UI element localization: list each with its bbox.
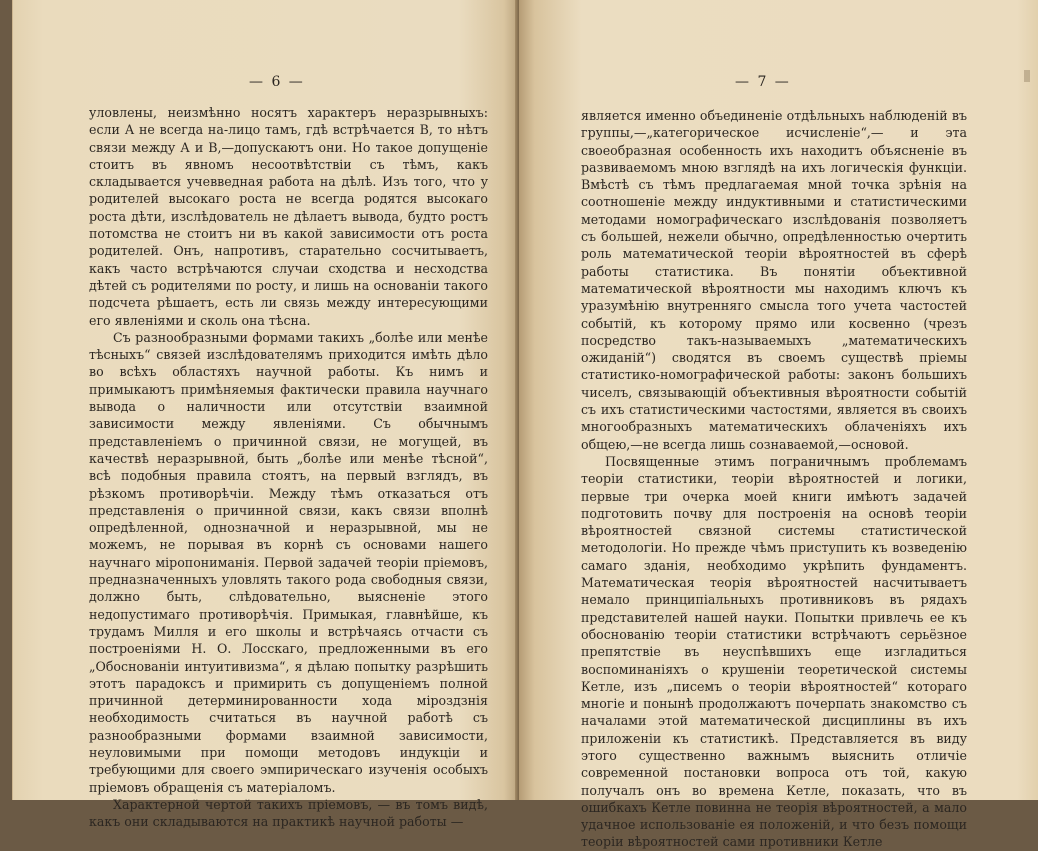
right-page <box>519 0 1038 850</box>
left-page <box>12 0 519 830</box>
page-number-right: — 7 — <box>735 74 791 90</box>
page-edge-mark <box>1024 70 1030 82</box>
paragraph: Посвященные этимъ пограничнымъ проблемамъ теоріи статистики, теоріи вѣроятностей и логики, первые три очерка моей книги имѣютъ задачей подготовить почву для построенія на основѣ теоріи вѣроятностей связной системы статистической методологіи. Но прежде чѣмъ приступить къ возведенію самаго зданія, необходимо укрѣпить фундаментъ. Математическая теорія вѣроятностей насчитываетъ немало принципіальныхъ противниковъ въ рядахъ представителей нашей науки. Попытки привлечь ее къ обоснованію теоріи статистики встрѣчаютъ серьёзное препятствіе въ неуспѣвшихъ еще изгладиться воспоминаніяхъ о крушеніи теоретической системы Кетле, изъ „писемъ о теоріи вѣроятностей“ котораго многіе и понынѣ продолжаютъ почерпать знакомство съ началами этой математической дисциплины въ ихъ приложеніи къ статистикѣ. Представляется въ виду этого существенно важнымъ выяснить отличіе современной постановки вопроса отъ той, какую получалъ онъ во времена Кетле, показать, что въ ошибкахъ Кетле повинна не теорія вѣроятностей, а мало удачное использованіе ея положеній, и что безъ помощи теоріи вѣроятностей сами противники Кетле <box>581 453 967 850</box>
left-page-text <box>89 104 488 830</box>
paragraph: Характерной чертой такихъ пріемовъ, — въ томъ видѣ, какъ они складываются на практикѣ научной работы — <box>89 796 488 830</box>
paragraph: Съ разнообразными формами такихъ „болѣе или менѣе тѣсныхъ“ связей изслѣдователямъ приходится имѣть дѣло во всѣхъ областяхъ научной работы. Къ нимъ и примыкаютъ примѣняемыя фактически правила научнаго вывода о наличности или отсутствіи взаимной зависимости между явленіями. Съ обычнымъ представленіемъ о причинной связи, не могущей, въ качествѣ неразрывной, быть „болѣе или менѣе тѣсной“, всѣ подобныя правила стоятъ, на первый взглядъ, въ рѣзкомъ противорѣчіи. Между тѣмъ отказаться отъ представленія о причинной связи, какъ связи вполнѣ опредѣленной, однозначной и неразрывной, мы не можемъ, не порывая въ корнѣ съ основами нашего научнаго міропониманія. Первой задачей теоріи пріемовъ, предназначенныхъ уловлять такого рода свободныя связи, должно быть, слѣдовательно, выясненіе этого недопустимаго противорѣчія. Примыкая, главнѣйше, къ трудамъ Милля и его школы и встрѣчаясь отчасти съ построеніями Н. О. Лосскаго, предложенными въ его „Обоснованіи интуитивизма“, я дѣлаю попытку разрѣшить этотъ парадоксъ и примирить съ допущеніемъ полной причинной детерминированности хода міроздзнія необходимость считаться въ научной работѣ съ разнообразными формами взаимной зависимости, неуловимыми при помощи методовъ индукціи и требующими для своего эмпирическаго изученія особыхъ пріемовъ обращенія съ матеріаломъ. <box>89 329 488 795</box>
right-page-text <box>581 107 967 851</box>
page-number-left: — 6 — <box>249 74 305 90</box>
paragraph: уловлены, неизмѣнно носятъ характеръ неразрывныхъ: если А не всегда на-лицо тамъ, гдѣ встрѣчается В, то нѣтъ связи между А и В,—допускаютъ они. Но такое допущеніе стоитъ въ явномъ несоотвѣтствіи съ тѣмъ, какъ складывается учевведная работа на дѣлѣ. Изъ того, что у родителей высокаго роста не всегда родятся высокаго роста дѣти, изслѣдователь не дѣлаетъ вывода, будто ростъ потомства не стоитъ ни въ какой зависимости отъ роста родителей. Онъ, напротивъ, старательно сосчитываетъ, какъ часто встрѣчаются случаи сходства и несходства дѣтей съ родителями по росту, и лишь на основаніи такого подсчета рѣшаетъ, есть ли связь между интересующими его явленіями и сколь она тѣсна. <box>89 105 488 328</box>
paragraph: является именно объединеніе отдѣльныхъ наблюденій въ группы,—„категорическое исчисленіе“,— и эта своеобразная особенность ихъ находитъ объясненіе въ развиваемомъ мною взглядѣ на ихъ логическія функціи. Вмѣстѣ съ тѣмъ предлагаемая мной точка зрѣнія на соотношеніе между индуктивными и статистическими методами номографическаго изслѣдованія позволяетъ съ большей, нежели обычно, опредѣленностью очертить роль математической теоріи вѣроятностей въ сферѣ работы статистика. Въ понятіи объективной математической вѣроятности мы находимъ ключъ къ уразумѣнію внутренняго смысла того учета частостей событій, къ которому прямо или косвенно (чрезъ посредство такъ-называемыхъ „математическихъ ожиданій“) сводятся въ своемъ существѣ пріемы статистико-номографической работы: законъ большихъ чиселъ, связывающій объективныя вѣроятности событій съ ихъ статистическими частостями, является въ своихъ многообразныхъ математическихъ облаченіяхъ ихъ общею,—не всегда лишь сознаваемой,—основой. <box>581 108 967 452</box>
